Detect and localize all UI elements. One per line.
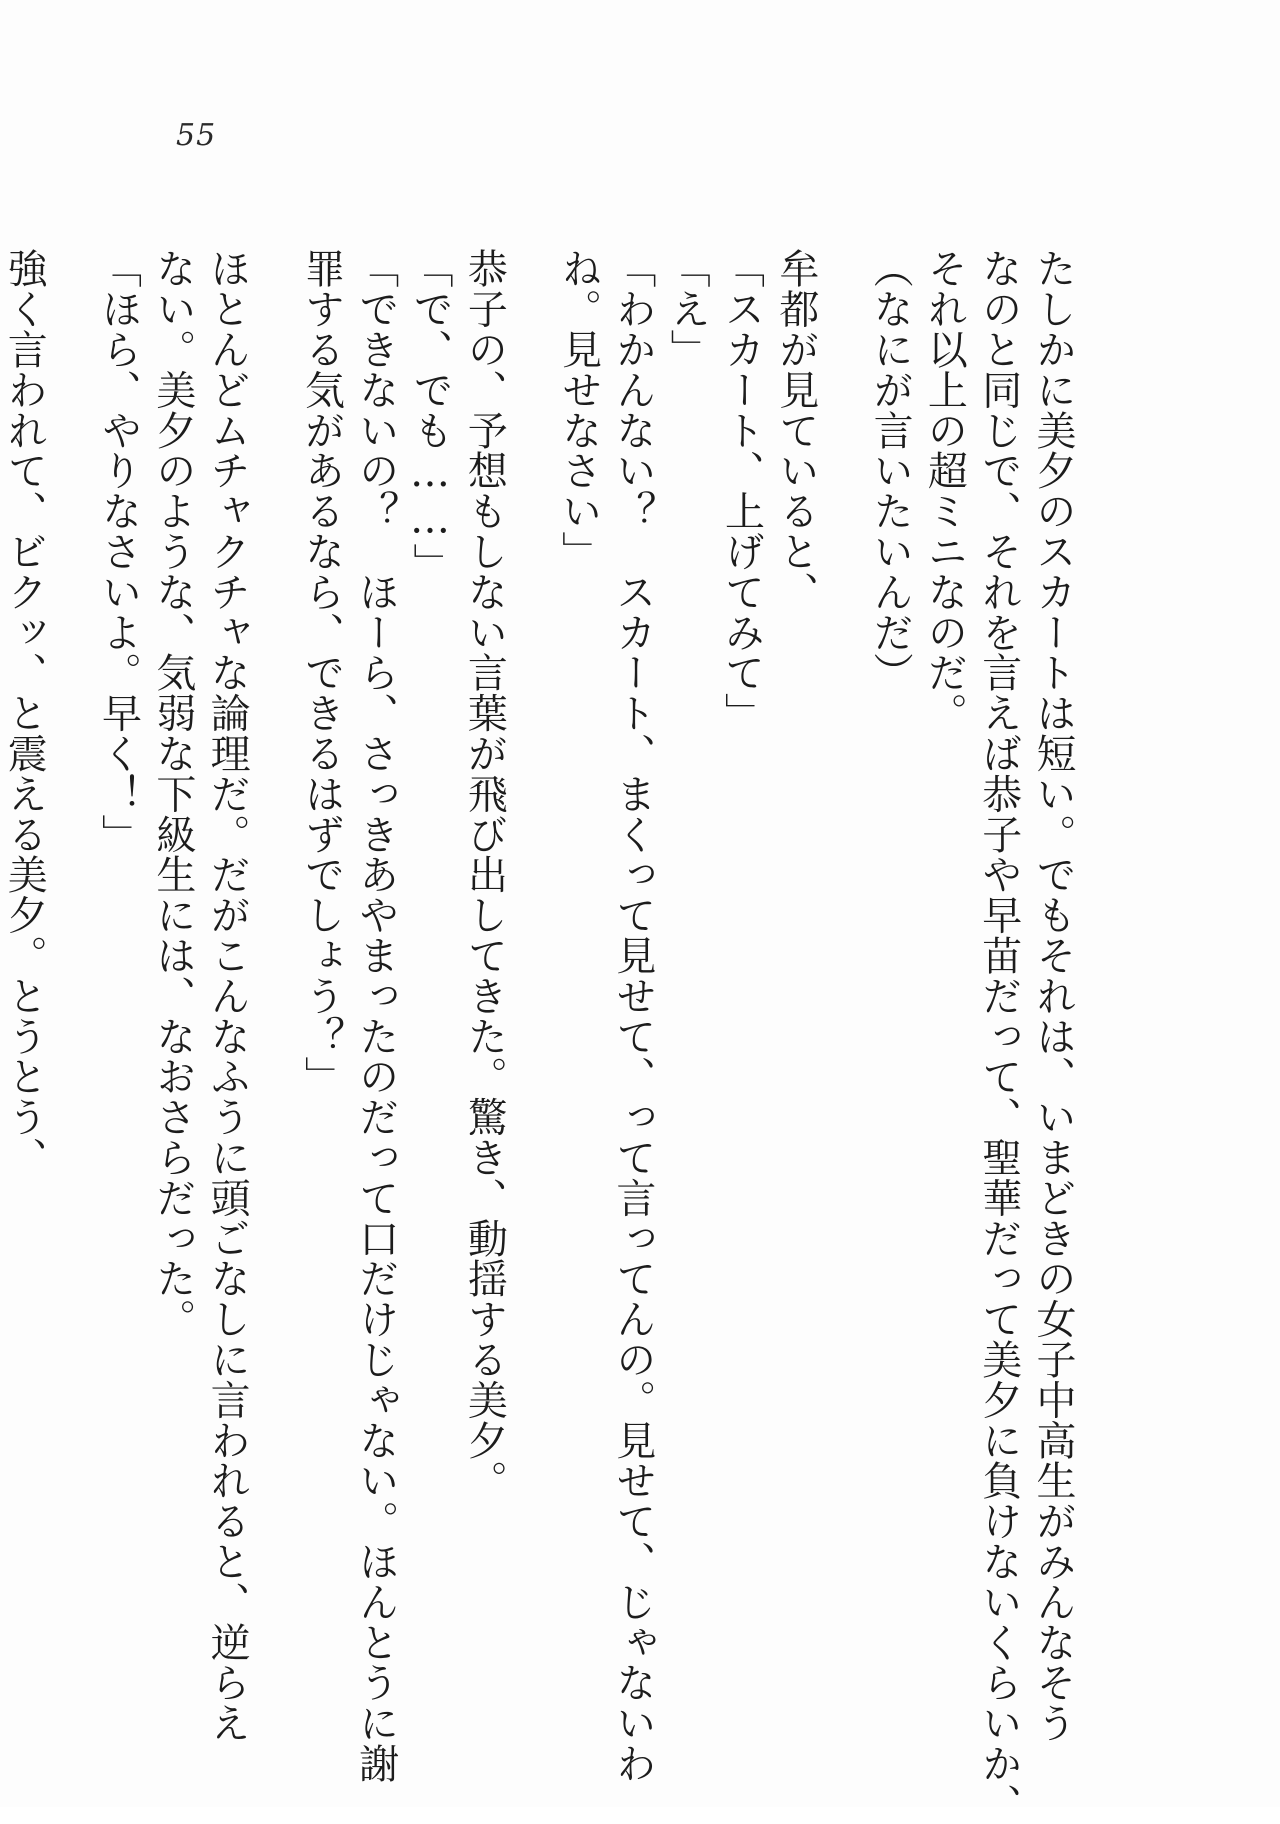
text-line: ほとんどムチャクチャな論理だ。だがこんなふうに頭ごなしに言われると、逆らえ [204,248,251,1743]
text-line: 「ほら、やりなさいよ。早く！」 [95,248,142,854]
text-line: 「わかんない？ スカート、まくって見せて、って言ってんの。見せて、じゃないわ [609,248,656,1784]
text-line: 牟都が見ていると、 [772,248,819,612]
text-line: 強く言われて、ビクッ、と震える美夕。とうとう、 [1,248,48,1178]
page-number: 55 [176,118,217,153]
text-line: （なにが言いたいんだ） [867,248,914,693]
text-line: たしかに美夕のスカートは短い。でもそれは、いまどきの女子中高生がみんなそう [1030,248,1076,1743]
text-line: ない。美夕のような、気弱な下級生には、なおさらだった。 [149,248,196,1339]
text-line: ね。見せなさい」 [555,248,602,572]
text-line: 罪する気があるなら、できるはずでしょう？」 [298,248,345,1097]
body-text [1,248,1120,1824]
text-line: 「できないの？ ほーら、さっきあやまったのだって口だけじゃない。ほんとうに謝 [352,248,399,1784]
text-line: それ以上の超ミニなのだ。 [921,248,968,733]
text-line: 「で、でも……」 [407,248,454,584]
text-line: 「スカート、上げてみて」 [718,248,765,733]
text-line: 「え」 [664,248,711,370]
text-line: なのと同じで、それを言えば恭子や早苗だって、聖華だって美夕に負けないくらいか、 [975,248,1022,1824]
text-line: 恭子の、予想もしない言葉が飛び出してきた。驚き、動揺する美夕。 [461,248,508,1501]
